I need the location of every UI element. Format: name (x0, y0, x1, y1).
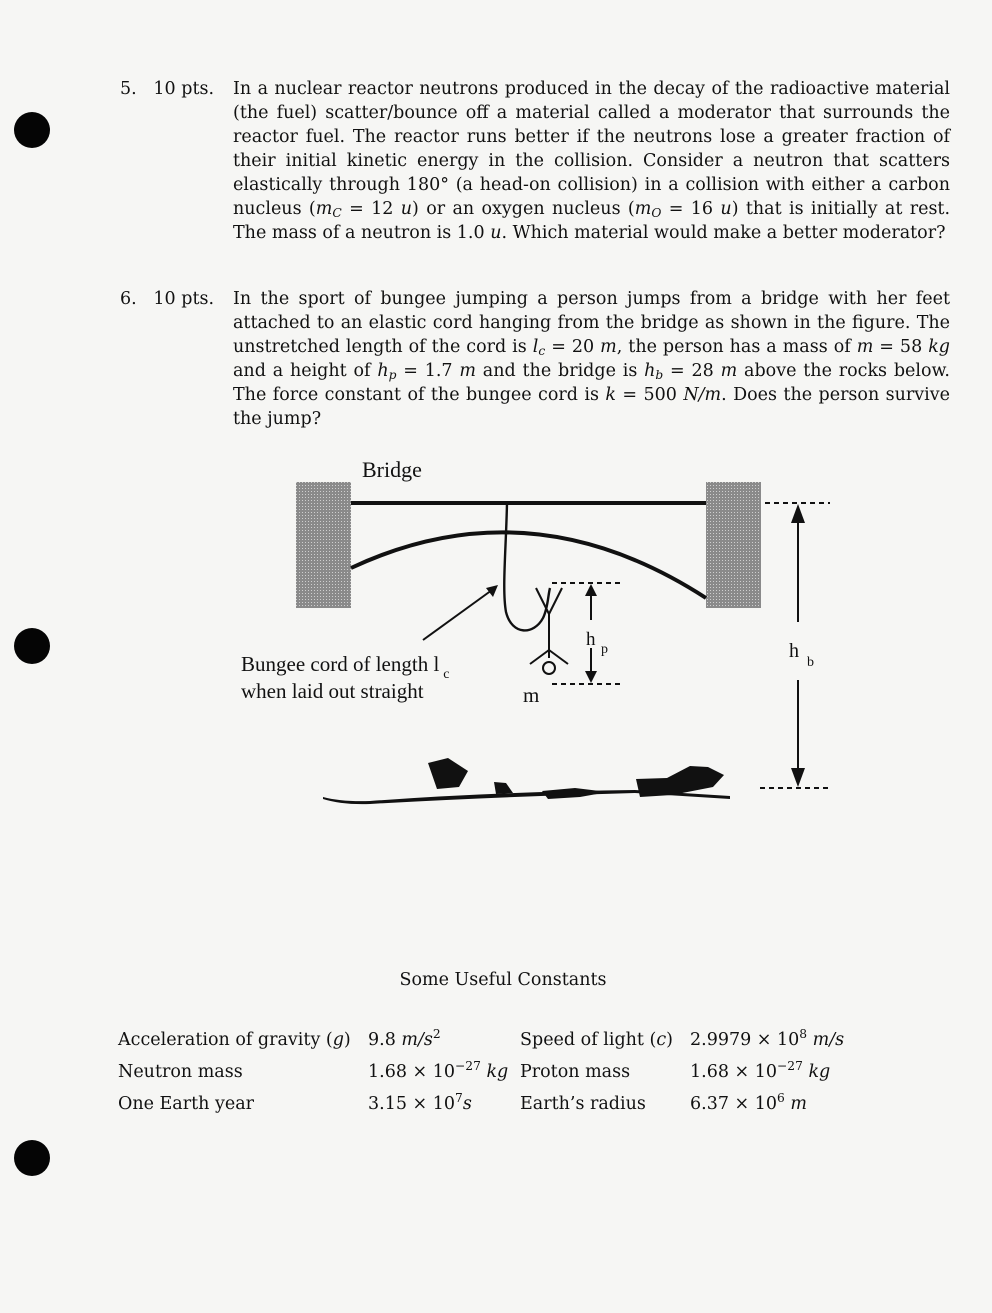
table-row (118, 1062, 860, 1094)
constants-title: Some Useful Constants (399, 970, 607, 990)
problem-number: 6. (120, 289, 137, 309)
constant-value: $2.9979 \times 10^8$ m/s (690, 1027, 845, 1050)
constants-table (118, 1027, 860, 1126)
constant-name: Acceleration of gravity (g) (118, 1030, 351, 1050)
problem-6-header (120, 287, 230, 311)
binder-hole-middle (14, 628, 50, 664)
binder-hole-bottom (14, 1140, 50, 1176)
constant-value: $6.37 \times 10^6$ m (690, 1091, 807, 1114)
problem-5-header (120, 77, 230, 101)
constant-name: Earth’s radius (520, 1094, 646, 1114)
binder-hole-top (14, 112, 50, 148)
constant-name: Neutron mass (118, 1062, 243, 1082)
arrow-to-cord (423, 590, 492, 640)
bridge-label: Bridge (362, 457, 422, 482)
hb-label: h (789, 640, 799, 662)
cord-label-line-2: when laid out straight (241, 679, 424, 703)
table-row (118, 1030, 860, 1062)
hp-label: h (586, 629, 596, 650)
problem-6 (120, 287, 950, 431)
constant-value: $3.15 \times 10^7s$ (368, 1091, 472, 1114)
problem-points: 10 pts. (153, 79, 215, 99)
constant-name: Proton mass (520, 1062, 631, 1082)
hb-subscript: b (807, 655, 814, 670)
table-row (118, 1094, 860, 1126)
arrow-to-cord-head (486, 585, 498, 597)
person-figure (530, 588, 568, 674)
constant-value: $1.68 \times 10^{-27}$ kg (368, 1059, 509, 1082)
problem-number: 5. (120, 79, 137, 99)
hp-subscript: p (601, 642, 608, 657)
constant-value: 9.8 $m/s^2$ (368, 1027, 441, 1050)
mass-label: m (523, 683, 540, 707)
bridge-arch (351, 532, 706, 598)
cord-label-line-1: Bungee cord of length l $_c$ (241, 652, 450, 682)
constant-name: Speed of light (c) (520, 1030, 673, 1050)
left-bridge-pillar (296, 482, 351, 608)
constant-value: $1.68 \times 10^{-27}$ kg (690, 1059, 831, 1082)
right-bridge-pillar (706, 482, 761, 608)
ground-and-rocks (323, 758, 730, 804)
problem-points: 10 pts. (153, 289, 215, 309)
problem-5-text: In a nuclear reactor neutrons produced in the decay of the radioactive material (the fuel) scatter/bounce off a material called a moderator that surrounds the reactor fuel. The reactor runs better if the neutrons lose a greater fraction of their initial kinetic energy in the collision. Consider a neutron that scatters elastically through 180° (a head-on collision) in a collision with either a carbon nucleus ($m_C = 12$ u) or an oxygen nucleus ($m_O = 16$ u) that is initially at rest. The mass of a neutron is 1.0 u. Which material would make a better moderator? (233, 79, 951, 243)
bungee-figure (230, 440, 840, 820)
problem-6-text: In the sport of bungee jumping a person jumps from a bridge with her feet attached to an elastic cord hanging from the bridge as shown in the figure. The unstretched length of the cord is $l_c = 20$ m, the person has a mass of m = 58 kg and a height of $h_p = 1.7$ m and the bridge is $h_b = 28$ m above the rocks below. The force constant of the bungee cord is k = 500 N/m. Does the person survive the jump? (233, 289, 950, 429)
bungee-cord (504, 503, 550, 630)
problem-5 (120, 77, 950, 245)
constant-name: One Earth year (118, 1094, 255, 1114)
